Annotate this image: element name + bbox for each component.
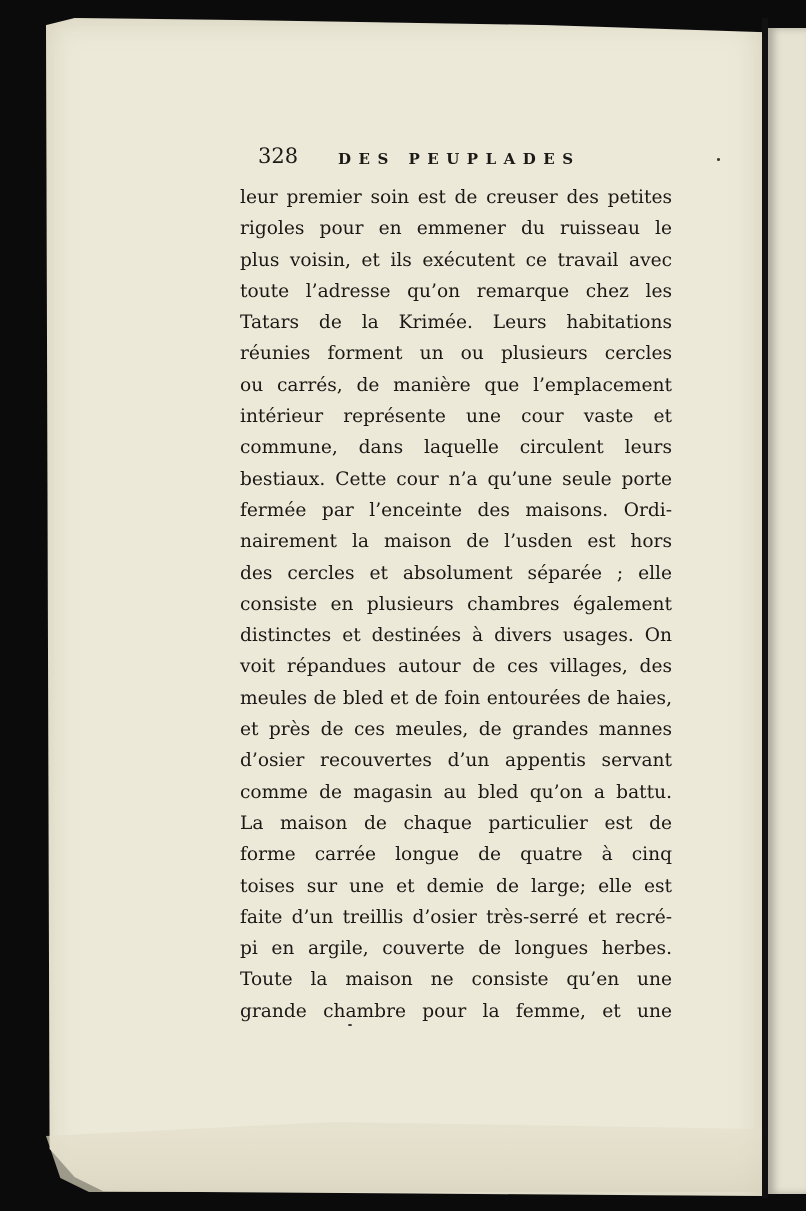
text-line: La maison de chaque particulier est de bbox=[240, 812, 672, 834]
facing-page-edge bbox=[768, 28, 806, 1194]
text-line: et près de ces meules, de grandes mannes bbox=[240, 719, 672, 741]
text-line: pi en argile, couverte de longues herbes. bbox=[240, 938, 672, 960]
text-line: leur premier soin est de creuser des petites bbox=[240, 187, 672, 208]
text-line: forme carrée longue de quatre à cinq bbox=[240, 844, 672, 866]
text-line: ou carrés, de manière que l’emplacement bbox=[240, 374, 672, 396]
running-head-title: DES PEUPLADES bbox=[338, 150, 581, 168]
text-line: d’osier recouvertes d’un appentis servant bbox=[240, 750, 672, 772]
text-line: des cercles et absolument séparée ; elle bbox=[240, 562, 672, 584]
text-line: toute l’adresse qu’on remarque chez les bbox=[240, 280, 672, 302]
text-line: Tatars de la Krimée. Leurs habitations bbox=[240, 312, 672, 334]
text-line: bestiaux. Cette cour n’a qu’une seule porte bbox=[240, 468, 672, 490]
page-bottom-crease bbox=[46, 1122, 762, 1192]
text-line: voit répandues autour de ces villages, des bbox=[240, 656, 672, 678]
text-line: rigoles pour en emmener du ruisseau le bbox=[240, 218, 672, 240]
text-line: intérieur représente une cour vaste et bbox=[240, 406, 672, 428]
text-line: distinctes et destinées à divers usages. On bbox=[240, 625, 672, 647]
text-line: consiste en plusieurs chambres également bbox=[240, 593, 672, 615]
text-line: faite d’un treillis d’osier très-serré et recré- bbox=[240, 906, 672, 928]
text-line: grande chambre pour la femme, et une bbox=[240, 1000, 672, 1022]
text-line: commune, dans laquelle circulent leurs bbox=[240, 437, 672, 459]
text-line: nairement la maison de l’usden est hors bbox=[240, 531, 672, 553]
text-line: comme de magasin au bled qu’on a battu. bbox=[240, 781, 672, 803]
text-line: meules de bled et de foin entourées de haies, bbox=[240, 687, 672, 709]
text-line: toises sur une et demie de large; elle est bbox=[240, 875, 672, 897]
text-line: plus voisin, et ils exécutent ce travail avec bbox=[240, 249, 672, 271]
book-gutter bbox=[762, 18, 768, 1198]
running-head bbox=[258, 144, 678, 178]
text-line: fermée par l’enceinte des maisons. Ordi- bbox=[240, 499, 672, 521]
text-line: Toute la maison ne consiste qu’en une bbox=[240, 969, 672, 991]
text-line: réunies forment un ou plusieurs cercles bbox=[240, 343, 672, 365]
paper-speck bbox=[717, 158, 720, 161]
body-text bbox=[240, 182, 672, 1027]
page-number: 328 bbox=[258, 144, 299, 168]
